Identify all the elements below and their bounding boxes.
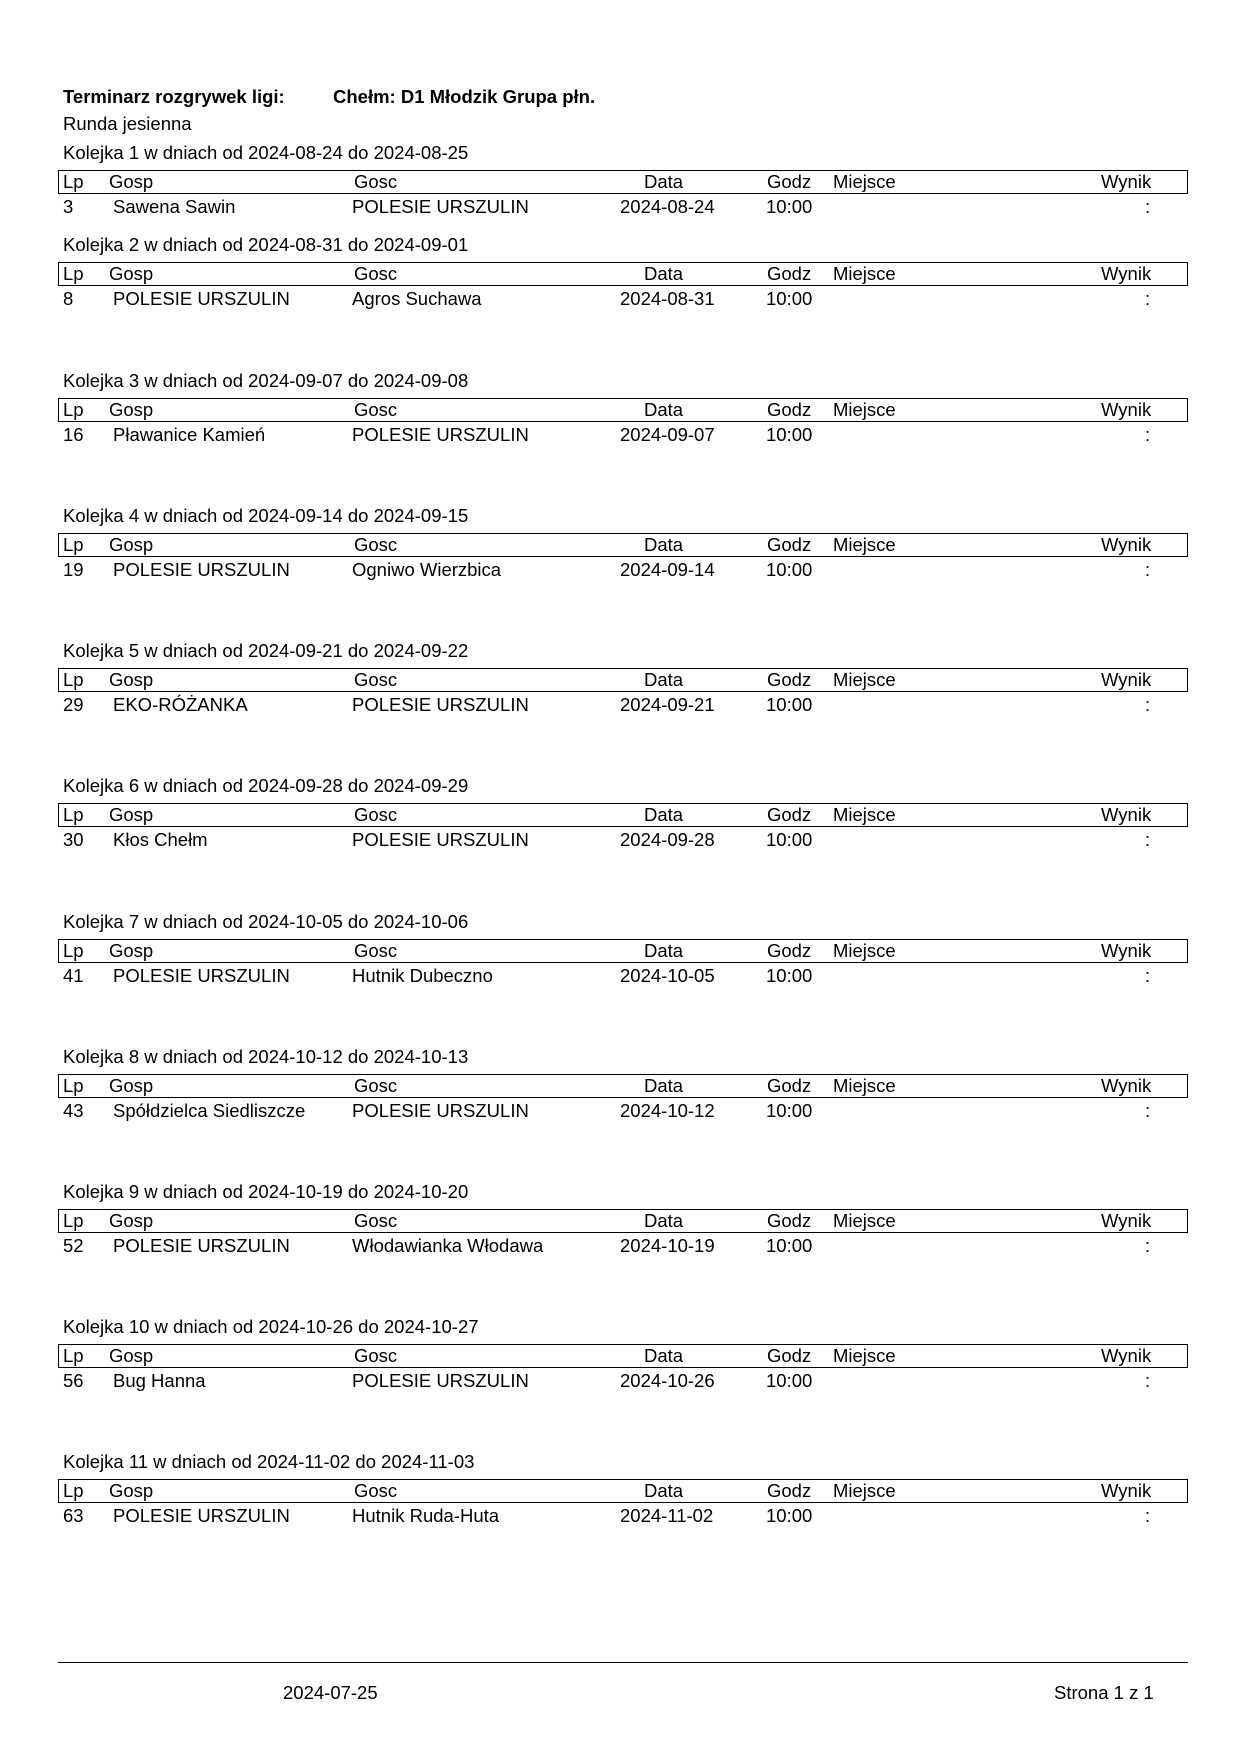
cell-godz: 10:00 (766, 965, 813, 986)
cell-wynik: : (1145, 694, 1151, 715)
cell-gosc: POLESIE URSZULIN (352, 694, 529, 715)
kolejka-heading: Kolejka 8 w dniach od 2024-10-12 do 2024-10-13 (63, 1046, 469, 1067)
column-header-gosp: Gosp (109, 1210, 154, 1231)
cell-wynik: : (1145, 1370, 1151, 1391)
column-header-wynik: Wynik (1101, 534, 1152, 555)
column-header-gosc: Gosc (354, 669, 398, 690)
cell-data: 2024-09-28 (620, 829, 715, 850)
column-header-data: Data (644, 940, 684, 961)
table-header-row (58, 170, 1188, 194)
cell-wynik: : (1145, 965, 1151, 986)
column-header-gosc: Gosc (354, 1345, 398, 1366)
cell-gosc: POLESIE URSZULIN (352, 424, 529, 445)
round-name: Runda jesienna (63, 113, 192, 134)
column-header-godz: Godz (767, 1210, 812, 1231)
table-header-row (58, 1209, 1188, 1233)
table-row (58, 1370, 1188, 1394)
column-header-miejsce: Miejsce (833, 1075, 896, 1096)
column-header-data: Data (644, 1210, 684, 1231)
cell-wynik: : (1145, 1235, 1151, 1256)
column-header-godz: Godz (767, 940, 812, 961)
cell-data: 2024-09-07 (620, 424, 715, 445)
column-header-data: Data (644, 669, 684, 690)
kolejka-heading: Kolejka 3 w dniach od 2024-09-07 do 2024-09-08 (63, 370, 469, 391)
column-header-wynik: Wynik (1101, 399, 1152, 420)
cell-wynik: : (1145, 829, 1151, 850)
cell-wynik: : (1145, 424, 1151, 445)
column-header-data: Data (644, 1480, 684, 1501)
column-header-godz: Godz (767, 804, 812, 825)
column-header-wynik: Wynik (1101, 669, 1152, 690)
column-header-gosc: Gosc (354, 263, 398, 284)
cell-godz: 10:00 (766, 196, 813, 217)
kolejka-heading: Kolejka 10 w dniach od 2024-10-26 do 2024-10-27 (63, 1316, 479, 1337)
cell-gosp: EKO-RÓŻANKA (113, 694, 248, 715)
cell-wynik: : (1145, 559, 1151, 580)
table-header-row (58, 398, 1188, 422)
kolejka-heading: Kolejka 2 w dniach od 2024-08-31 do 2024-09-01 (63, 234, 469, 255)
cell-data: 2024-10-05 (620, 965, 715, 986)
cell-godz: 10:00 (766, 288, 813, 309)
column-header-wynik: Wynik (1101, 1480, 1152, 1501)
column-header-wynik: Wynik (1101, 1210, 1152, 1231)
table-row (58, 1100, 1188, 1124)
cell-gosc: Włodawianka Włodawa (352, 1235, 544, 1256)
cell-gosp: POLESIE URSZULIN (113, 1505, 290, 1526)
kolejka-heading: Kolejka 11 w dniach od 2024-11-02 do 2024-11-03 (63, 1451, 475, 1472)
cell-lp: 29 (63, 694, 84, 715)
cell-godz: 10:00 (766, 1100, 813, 1121)
column-header-gosc: Gosc (354, 1210, 398, 1231)
column-header-lp: Lp (63, 1480, 84, 1501)
column-header-gosp: Gosp (109, 171, 154, 192)
column-header-miejsce: Miejsce (833, 171, 896, 192)
cell-gosp: POLESIE URSZULIN (113, 965, 290, 986)
kolejka-heading: Kolejka 5 w dniach od 2024-09-21 do 2024-09-22 (63, 640, 469, 661)
cell-wynik: : (1145, 1100, 1151, 1121)
column-header-data: Data (644, 263, 684, 284)
table-row (58, 559, 1188, 583)
page-title: Terminarz rozgrywek ligi: (63, 86, 285, 107)
cell-gosp: Spółdzielca Siedliszcze (113, 1100, 306, 1121)
column-header-wynik: Wynik (1101, 171, 1152, 192)
column-header-lp: Lp (63, 399, 84, 420)
column-header-godz: Godz (767, 1075, 812, 1096)
column-header-gosc: Gosc (354, 804, 398, 825)
cell-godz: 10:00 (766, 1505, 813, 1526)
table-header-row (58, 1479, 1188, 1503)
table-header-row (58, 1074, 1188, 1098)
kolejka-heading: Kolejka 4 w dniach od 2024-09-14 do 2024-09-15 (63, 505, 469, 526)
cell-lp: 30 (63, 829, 84, 850)
column-header-miejsce: Miejsce (833, 804, 896, 825)
footer-page-number: Strona 1 z 1 (1054, 1682, 1154, 1703)
kolejka-heading: Kolejka 7 w dniach od 2024-10-05 do 2024-10-06 (63, 911, 469, 932)
column-header-gosc: Gosc (354, 171, 398, 192)
table-header-row (58, 1344, 1188, 1368)
table-header-row (58, 803, 1188, 827)
column-header-wynik: Wynik (1101, 804, 1152, 825)
cell-lp: 3 (63, 196, 74, 217)
column-header-gosp: Gosp (109, 263, 154, 284)
column-header-gosc: Gosc (354, 399, 398, 420)
kolejka-heading: Kolejka 6 w dniach od 2024-09-28 do 2024-09-29 (63, 775, 469, 796)
column-header-data: Data (644, 1075, 684, 1096)
table-header-row (58, 668, 1188, 692)
cell-gosp: Kłos Chełm (113, 829, 208, 850)
column-header-miejsce: Miejsce (833, 399, 896, 420)
column-header-lp: Lp (63, 534, 84, 555)
cell-godz: 10:00 (766, 694, 813, 715)
cell-gosc: POLESIE URSZULIN (352, 1100, 529, 1121)
column-header-godz: Godz (767, 669, 812, 690)
column-header-miejsce: Miejsce (833, 940, 896, 961)
cell-gosp: Sawena Sawin (113, 196, 236, 217)
table-row (58, 1505, 1188, 1529)
column-header-data: Data (644, 534, 684, 555)
table-row (58, 424, 1188, 448)
column-header-wynik: Wynik (1101, 263, 1152, 284)
column-header-lp: Lp (63, 940, 84, 961)
column-header-gosp: Gosp (109, 534, 154, 555)
table-row (58, 196, 1188, 220)
footer-date: 2024-07-25 (283, 1682, 378, 1703)
column-header-godz: Godz (767, 534, 812, 555)
column-header-gosp: Gosp (109, 804, 154, 825)
column-header-godz: Godz (767, 1480, 812, 1501)
cell-godz: 10:00 (766, 829, 813, 850)
cell-gosc: Hutnik Ruda-Huta (352, 1505, 500, 1526)
cell-wynik: : (1145, 288, 1151, 309)
column-header-miejsce: Miejsce (833, 534, 896, 555)
column-header-godz: Godz (767, 263, 812, 284)
column-header-gosc: Gosc (354, 940, 398, 961)
cell-wynik: : (1145, 196, 1151, 217)
cell-data: 2024-10-19 (620, 1235, 715, 1256)
column-header-gosp: Gosp (109, 399, 154, 420)
cell-gosp: POLESIE URSZULIN (113, 1235, 290, 1256)
cell-lp: 41 (63, 965, 84, 986)
cell-godz: 10:00 (766, 1235, 813, 1256)
footer-line (58, 1662, 1188, 1663)
cell-gosp: Bug Hanna (113, 1370, 206, 1391)
column-header-miejsce: Miejsce (833, 669, 896, 690)
column-header-lp: Lp (63, 171, 84, 192)
column-header-miejsce: Miejsce (833, 1480, 896, 1501)
cell-gosc: Agros Suchawa (352, 288, 482, 309)
column-header-lp: Lp (63, 1075, 84, 1096)
column-header-lp: Lp (63, 1345, 84, 1366)
league-name: Chełm: D1 Młodzik Grupa płn. (333, 86, 596, 107)
table-row (58, 965, 1188, 989)
column-header-gosc: Gosc (354, 1480, 398, 1501)
column-header-miejsce: Miejsce (833, 1345, 896, 1366)
cell-godz: 10:00 (766, 559, 813, 580)
column-header-gosc: Gosc (354, 1075, 398, 1096)
cell-lp: 52 (63, 1235, 84, 1256)
cell-gosc: POLESIE URSZULIN (352, 196, 529, 217)
column-header-lp: Lp (63, 804, 84, 825)
cell-data: 2024-09-21 (620, 694, 715, 715)
cell-gosp: Pławanice Kamień (113, 424, 266, 445)
column-header-gosp: Gosp (109, 940, 154, 961)
table-row (58, 694, 1188, 718)
column-header-gosp: Gosp (109, 669, 154, 690)
table-row (58, 829, 1188, 853)
cell-lp: 56 (63, 1370, 84, 1391)
cell-godz: 10:00 (766, 424, 813, 445)
kolejka-heading: Kolejka 9 w dniach od 2024-10-19 do 2024-10-20 (63, 1181, 469, 1202)
cell-data: 2024-09-14 (620, 559, 715, 580)
column-header-godz: Godz (767, 171, 812, 192)
cell-data: 2024-11-02 (620, 1505, 714, 1526)
cell-godz: 10:00 (766, 1370, 813, 1391)
cell-wynik: : (1145, 1505, 1151, 1526)
column-header-miejsce: Miejsce (833, 263, 896, 284)
column-header-data: Data (644, 1345, 684, 1366)
cell-data: 2024-08-31 (620, 288, 715, 309)
cell-gosc: Ogniwo Wierzbica (352, 559, 502, 580)
cell-data: 2024-08-24 (620, 196, 715, 217)
column-header-wynik: Wynik (1101, 940, 1152, 961)
table-row (58, 1235, 1188, 1259)
table-row (58, 288, 1188, 312)
column-header-godz: Godz (767, 399, 812, 420)
cell-data: 2024-10-26 (620, 1370, 715, 1391)
cell-lp: 43 (63, 1100, 84, 1121)
cell-lp: 16 (63, 424, 84, 445)
table-header-row (58, 533, 1188, 557)
column-header-lp: Lp (63, 1210, 84, 1231)
cell-lp: 19 (63, 559, 84, 580)
table-header-row (58, 939, 1188, 963)
kolejka-heading: Kolejka 1 w dniach od 2024-08-24 do 2024-08-25 (63, 142, 469, 163)
cell-lp: 8 (63, 288, 74, 309)
cell-data: 2024-10-12 (620, 1100, 715, 1121)
column-header-wynik: Wynik (1101, 1075, 1152, 1096)
column-header-gosp: Gosp (109, 1345, 154, 1366)
column-header-gosc: Gosc (354, 534, 398, 555)
column-header-lp: Lp (63, 263, 84, 284)
table-header-row (58, 262, 1188, 286)
cell-gosp: POLESIE URSZULIN (113, 288, 290, 309)
column-header-data: Data (644, 804, 684, 825)
column-header-miejsce: Miejsce (833, 1210, 896, 1231)
column-header-data: Data (644, 399, 684, 420)
column-header-gosp: Gosp (109, 1480, 154, 1501)
column-header-data: Data (644, 171, 684, 192)
column-header-godz: Godz (767, 1345, 812, 1366)
column-header-gosp: Gosp (109, 1075, 154, 1096)
cell-gosc: POLESIE URSZULIN (352, 829, 529, 850)
cell-lp: 63 (63, 1505, 84, 1526)
cell-gosp: POLESIE URSZULIN (113, 559, 290, 580)
column-header-lp: Lp (63, 669, 84, 690)
column-header-wynik: Wynik (1101, 1345, 1152, 1366)
cell-gosc: Hutnik Dubeczno (352, 965, 493, 986)
cell-gosc: POLESIE URSZULIN (352, 1370, 529, 1391)
